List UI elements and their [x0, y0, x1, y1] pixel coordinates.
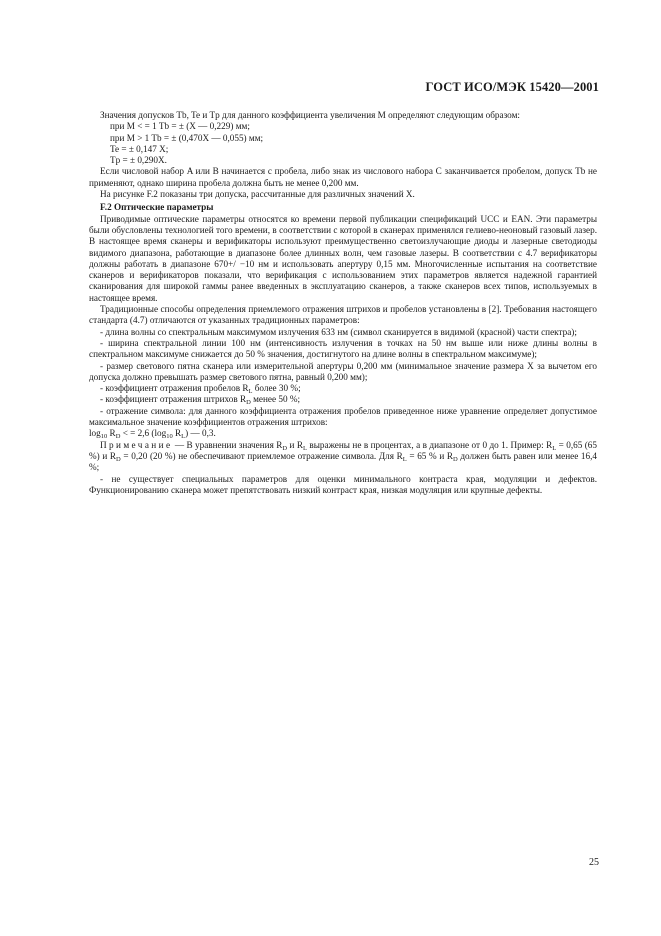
note-label: Примечание	[100, 439, 173, 450]
list-item-symbol-reflectance: - отражение символа: для данного коэффициента отражения пробелов приведенное ниже уравнение определяет допустимое максимальное значение коэффициентов отражения штрихов:	[89, 405, 597, 428]
section-heading: F.2 Оптические параметры	[100, 202, 214, 213]
note-paragraph: Примечание — В уравнении значения $R_D$ и $R_L$ выражены не в процентах, а в диапазоне от 0 до 1. Пример: $R_L = 0,65$ (65 %) и $R_D = 0,20$ (20 %) не обеспечивают приемлемое отражение символа. Для $R_L = 65$ % и $R_D$ должен быть равен или менее 16,4 %;	[89, 439, 597, 473]
formula-tb-small: при M < = 1 Tb = ± (X — 0,229) мм;	[110, 121, 250, 132]
list-item-bar-reflectance: - коэффициент отражения штрихов $R_D$ менее 50 %;	[100, 394, 301, 407]
formula-tb-large: при M > 1 Tb = ± (0,470X — 0,055) мм;	[110, 132, 264, 143]
list-item-aperture: - размер светового пятна сканера или измерительной апертуры 0,200 мм (минимальное значение размера X за вычетом его допуска должно превышать размер светового пятна, равный 0,200 мм);	[89, 360, 597, 382]
list-item-edge-contrast: - не существует специальных параметров для оценки минимального контраста края, модуляции и дефектов. Функционированию сканера может препятствовать низкий контраст края, низкая модуляция или крупные дефекты.	[89, 473, 597, 495]
traditional-methods-paragraph: Традиционные способы определения приемлемого отражения штрихов и пробелов установлены в [2]. Требования настоящего стандарта (4.7) отличаются от указанных традиционных параметров:	[89, 304, 597, 326]
optical-params-paragraph: Приводимые оптические параметры относятся ко времени первой публикации спецификаций UCC и EAN. Эти параметры были обусловлены технологией того времени, в соответствии с которой в сканерах применялся гелиево-неоновый газовый лазер. В настоящее время сканеры и верификаторы используют преимущественно светоизлучающие диоды и лазерные светодиоды видимого диапазона, работающие в диапазоне более длинных волн, чем газовые лазеры. В соответствии с 4.7 верификаторы должны работать в диапазоне 670+/ −10 нм и использовать апертуру 0,15 мм. Многочисленные испытания на соответствие сканеров и верификаторов показали, что верификация с использованием этих параметров является надежной гарантией сканирования для широкой гаммы ранее введенных в эксплуатацию сканеров, а также сканеров всех типов, используемых в настоящее время.	[89, 213, 597, 303]
figure-reference: На рисунке F.2 показаны три допуска, рассчитанные для различных значений X.	[100, 189, 415, 200]
page-number: 25	[589, 857, 599, 868]
formula-tp: Tp = ± 0,290X.	[110, 155, 167, 166]
space-paragraph: Если числовой набор A или B начинается с пробела, либо знак из числового набора C заканчивается пробелом, допуск Tb не применяют, однако ширина пробела должна быть не менее 0,200 мм.	[89, 166, 597, 188]
list-item-wavelength: - длина волны со спектральным максимумом излучения 633 нм (символ сканируется в видимой (красной) части спектра);	[100, 326, 577, 337]
list-item-space-reflectance: - коэффициент отражения пробелов $R_L$ более 30 %;	[100, 383, 301, 396]
document-header: ГОСТ ИСО/МЭК 15420—2001	[425, 80, 599, 94]
page-body	[89, 110, 597, 496]
tolerance-intro: Значения допусков Tb, Te и Tp для данного коэффициента увеличения M определяют следующим образом:	[100, 110, 520, 120]
reflectance-equation: $\log_{10} R_D$ < = 2,6 ($\log_{10}$ $R_L$) — 0,3.	[89, 428, 216, 441]
list-item-linewidth: - ширина спектральной линии 100 нм (интенсивность излучения в точках на 50 нм выше или ниже длины волны в спектральном максимуме снижается до 50 % значения, достигнутого на длине волны в спектральном максимуме);	[89, 337, 597, 360]
formula-te: Te = ± 0,147 X;	[110, 143, 169, 154]
